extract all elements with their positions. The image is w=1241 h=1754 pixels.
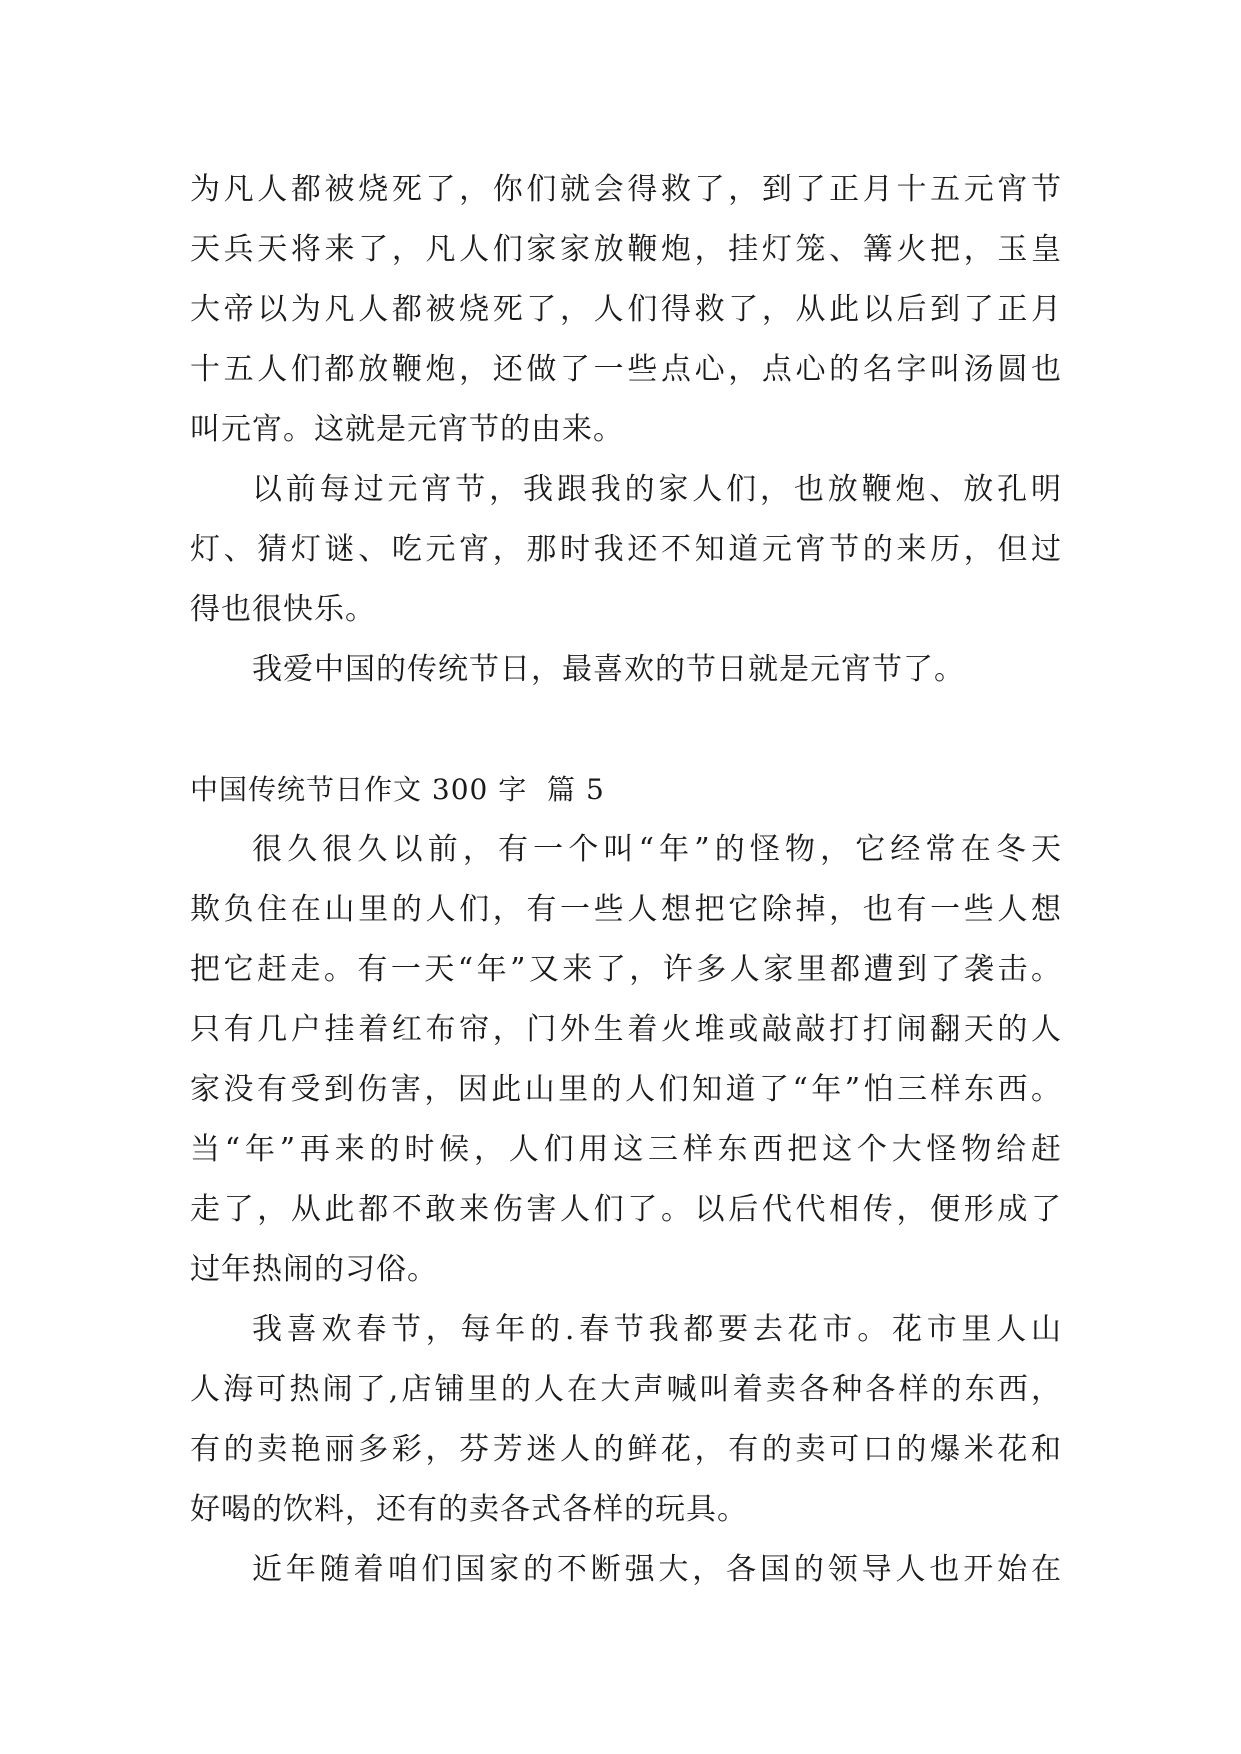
text-line: 走了，从此都不敢来伤害人们了。以后代代相传，便形成了 [190,1192,1062,1227]
paragraph [190,1540,1062,1600]
text-line: 大帝以为凡人都被烧死了，人们得救了，从此以后到了正月 [190,292,1062,327]
text-line: 有的卖艳丽多彩，芬芳迷人的鲜花，有的卖可口的爆米花和 [190,1432,1062,1467]
text-line: 人海可热闹了,店铺里的人在大声喊叫着卖各种各样的东西， [190,1372,1062,1407]
text-line: 我喜欢春节，每年的.春节我都要去花市。花市里人山 [252,1312,1062,1347]
section-heading: 中国传统节日作文 300 字 篇 5 [190,773,605,806]
section-spacer [190,700,1062,760]
text-line: 把它赶走。有一天“年”又来了，许多人家里都遭到了袭击。 [190,952,1062,987]
paragraph [190,820,1062,1300]
paragraph [190,160,1062,460]
text-line: 为凡人都被烧死了，你们就会得救了，到了正月十五元宵节 [190,172,1062,207]
text-line: 十五人们都放鞭炮，还做了一些点心，点心的名字叫汤圆也 [190,352,1062,387]
text-line: 只有几户挂着红布帘，门外生着火堆或敲敲打打闹翻天的人 [190,1012,1062,1047]
text-line: 我爱中国的传统节日，最喜欢的节日就是元宵节了。 [252,652,965,687]
paragraph [190,1300,1062,1540]
text-line: 欺负住在山里的人们，有一些人想把它除掉，也有一些人想 [190,892,1062,927]
paragraph [190,460,1062,640]
paragraph [190,640,1062,700]
text-line: 好喝的饮料，还有的卖各式各样的玩具。 [190,1492,748,1527]
text-line: 天兵天将来了，凡人们家家放鞭炮，挂灯笼、篝火把，玉皇 [190,232,1062,267]
text-line: 得也很快乐。 [190,592,376,627]
text-line: 以前每过元宵节，我跟我的家人们，也放鞭炮、放孔明 [252,472,1062,507]
text-line: 叫元宵。这就是元宵节的由来。 [190,412,624,447]
text-line: 很久很久以前，有一个叫“年”的怪物，它经常在冬天 [252,832,1062,867]
text-line: 灯、猜灯谜、吃元宵，那时我还不知道元宵节的来历，但过 [190,532,1062,567]
text-line: 近年随着咱们国家的不断强大，各国的领导人也开始在 [252,1552,1062,1587]
text-line: 家没有受到伤害，因此山里的人们知道了“年”怕三样东西。 [190,1072,1062,1107]
text-line: 当“年”再来的时候，人们用这三样东西把这个大怪物给赶 [190,1132,1062,1167]
document-body [190,160,1062,1600]
text-line: 过年热闹的习俗。 [190,1252,438,1287]
